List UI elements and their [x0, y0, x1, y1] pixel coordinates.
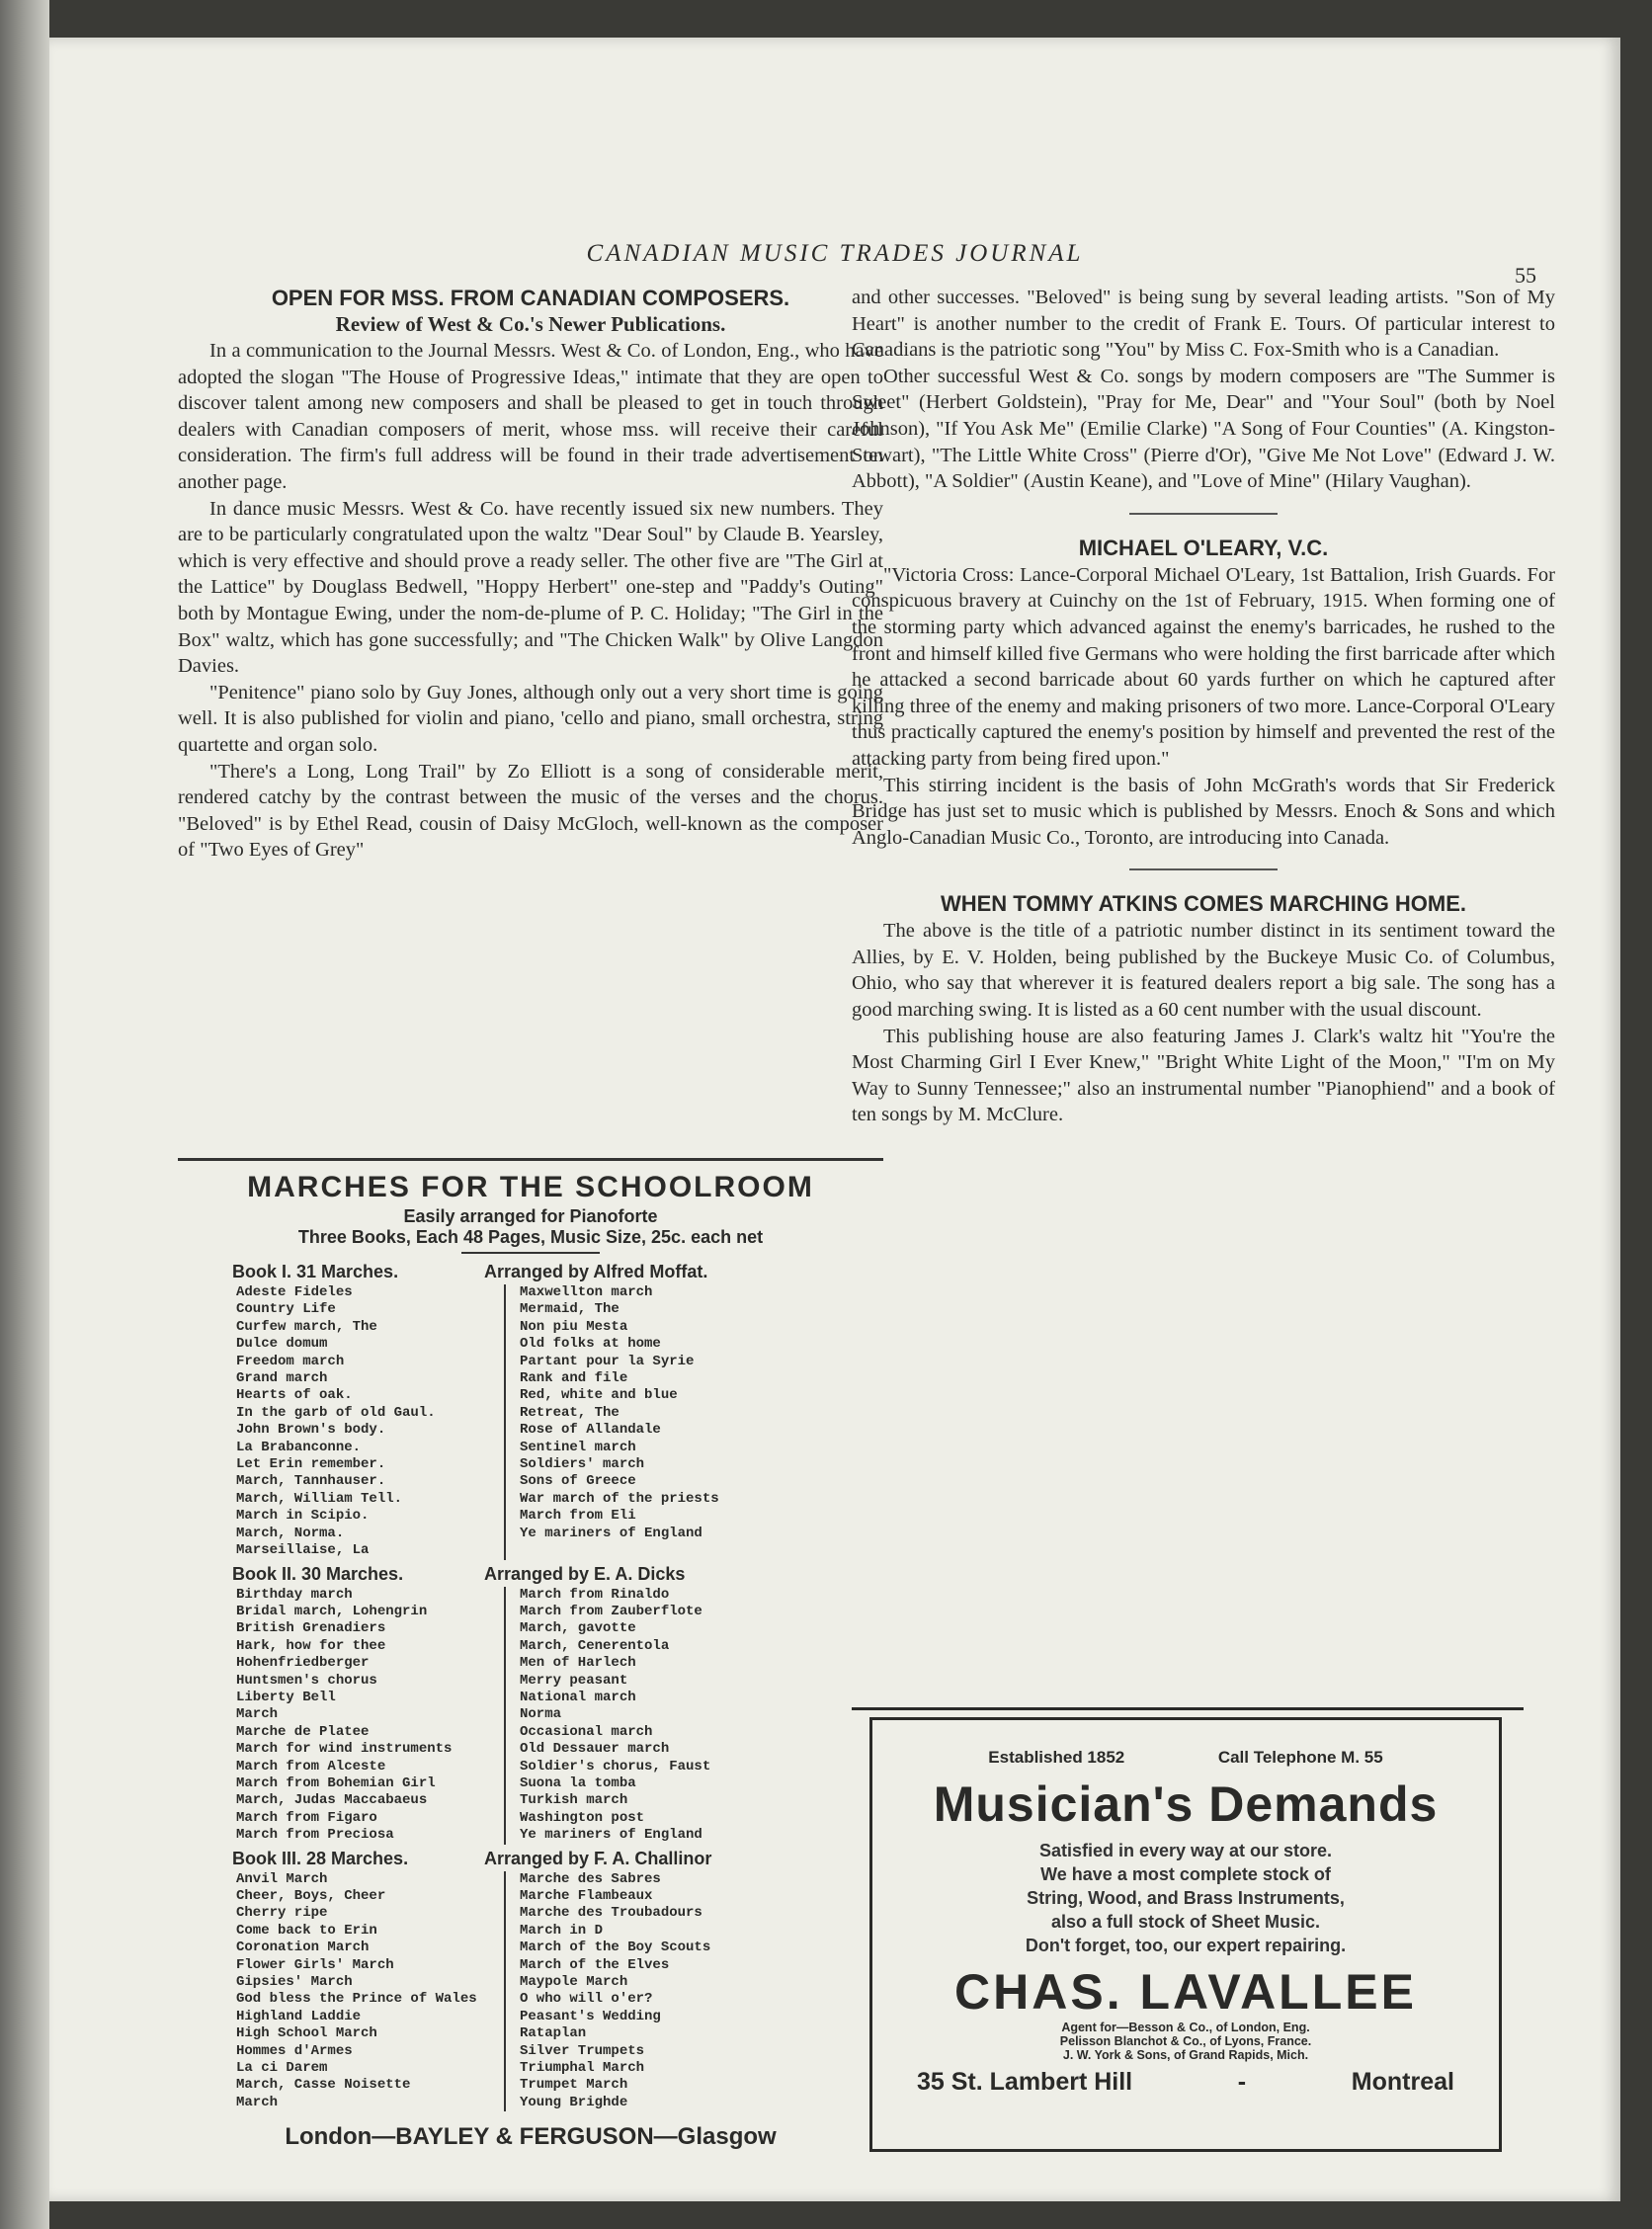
- march-item: Soldier's chorus, Faust: [520, 1758, 711, 1775]
- march-item: Hearts of oak.: [236, 1387, 353, 1404]
- march-item: Maypole March: [520, 1974, 628, 1991]
- march-item: Partant pour la Syrie: [520, 1353, 695, 1369]
- march-item: Country Life: [236, 1301, 336, 1318]
- book-label: Book III. 28 Marches.: [232, 1848, 409, 1868]
- march-item: War march of the priests: [520, 1490, 719, 1507]
- established-text: Established 1852: [988, 1748, 1125, 1767]
- march-item: Huntsmen's chorus: [236, 1672, 377, 1689]
- march-item: John Brown's body.: [236, 1422, 386, 1439]
- ad-title: Musician's Demands: [933, 1776, 1439, 1832]
- book-list: [178, 1587, 883, 1845]
- march-item: March for wind instruments: [236, 1741, 453, 1758]
- march-item: Marche des Troubadours: [520, 1905, 702, 1922]
- march-item: Men of Harlech: [520, 1655, 636, 1672]
- march-item: Merry peasant: [520, 1672, 628, 1689]
- book-list: [178, 1871, 883, 2112]
- march-item: Sentinel march: [520, 1439, 636, 1455]
- march-item: March from Preciosa: [236, 1827, 394, 1844]
- march-item: British Grenadiers: [236, 1620, 386, 1637]
- page: [49, 38, 1620, 2201]
- march-item: Old folks at home: [520, 1336, 661, 1353]
- march-list: [504, 1871, 710, 2112]
- march-item: March from Figaro: [236, 1809, 377, 1826]
- march-item: March, gavotte: [520, 1620, 636, 1637]
- march-item: Retreat, The: [520, 1404, 620, 1421]
- ad-line: also a full stock of Sheet Music.: [1050, 1912, 1321, 1932]
- march-item: March, Cenerentola: [520, 1637, 670, 1654]
- march-item: March in Scipio.: [236, 1508, 370, 1525]
- march-item: Rose of Allandale: [520, 1422, 661, 1439]
- march-item: Hark, how for thee: [236, 1637, 386, 1654]
- march-item: March: [236, 2094, 279, 2110]
- march-item: Birthday march: [236, 1586, 353, 1603]
- march-item: Grand march: [236, 1370, 328, 1387]
- publisher-line: London—BAYLEY & FERGUSON—Glasgow: [285, 2123, 777, 2151]
- march-item: Marche des Sabres: [520, 1870, 661, 1887]
- march-item: March, William Tell.: [236, 1490, 403, 1507]
- march-item: Peasant's Wedding: [520, 2008, 661, 2024]
- march-item: Liberty Bell: [236, 1689, 336, 1705]
- book-list: [178, 1284, 883, 1560]
- march-item: Mermaid, The: [520, 1301, 620, 1318]
- marches-subtitle: Easily arranged for Pianoforte: [403, 1206, 658, 1226]
- march-item: Trumpet March: [520, 2077, 628, 2094]
- city: Montreal: [1351, 2068, 1454, 2096]
- march-item: Cherry ripe: [236, 1905, 328, 1922]
- march-item: Ye mariners of England: [520, 1827, 702, 1844]
- telephone-text: Call Telephone M. 55: [1217, 1748, 1383, 1767]
- article3-paragraph: The above is the title of a patriotic number distinct in its sentiment toward the Allies, by E. V. Holden, being published by the Buckeye Music Co. of Columbus, Ohio, who say that wherever it is featured dealers report a big sale. The song has a good marching swing. It is listed as a 60 cent number with the usual discount.: [852, 920, 1555, 1022]
- ad-line: Don't forget, too, our expert repairing.: [1025, 1936, 1347, 1955]
- address-dash: -: [1237, 2068, 1247, 2096]
- march-item: Washington post: [520, 1809, 645, 1826]
- book-arranger: Arranged by E. A. Dicks: [484, 1563, 686, 1584]
- march-list: [504, 1587, 710, 1845]
- march-item: Suona la tomba: [520, 1775, 636, 1791]
- march-item: March from Bohemian Girl: [236, 1775, 436, 1791]
- article1-paragraph: "There's a Long, Long Trail" by Zo Elliott is a song of considerable merit, rendered catchy by the contrast between the music of the verses and the chorus. "Beloved" is by Ethel Read, cousin of Daisy McGloch, well-known as the composer of "Two Eyes of Grey": [178, 760, 883, 862]
- march-item: Red, white and blue: [520, 1387, 678, 1404]
- march-item: March from Zauberflote: [520, 1603, 702, 1619]
- book-arranger: Arranged by F. A. Challinor: [484, 1848, 712, 1868]
- march-item: Norma: [520, 1706, 562, 1723]
- street-address: 35 St. Lambert Hill: [917, 2068, 1133, 2096]
- article2-paragraph: This stirring incident is the basis of John McGrath's words that Sir Frederick Bridge has just set to music which is published by Messrs. Enoch & Sons and which Anglo-Canadian Music Co., Toronto, are introducing into Canada.: [852, 774, 1555, 849]
- march-list: [504, 1284, 719, 1560]
- march-item: March: [236, 1706, 279, 1723]
- march-item: Anvil March: [236, 1870, 328, 1887]
- march-item: Turkish march: [520, 1792, 628, 1809]
- march-item: In the garb of old Gaul.: [236, 1404, 436, 1421]
- march-item: March, Tannhauser.: [236, 1473, 386, 1490]
- march-item: Rataplan: [520, 2025, 587, 2042]
- march-item: Soldiers' march: [520, 1456, 645, 1473]
- march-item: Curfew march, The: [236, 1318, 377, 1335]
- article1-continuation: and other successes. "Beloved" is being sung by several leading artists. "Son of My Heart" is another number to the credit of Frank E. Tours. Of particular interest to Canadians is the patriotic song "You" by Miss C. Fox-Smith who is a Canadian.: [852, 287, 1555, 362]
- march-list: [178, 1871, 504, 2112]
- book-spine: [0, 0, 49, 2229]
- march-item: Rank and file: [520, 1370, 628, 1387]
- ad-agents: [872, 2021, 1499, 2062]
- march-item: Adeste Fideles: [236, 1284, 353, 1300]
- article1-paragraph: "Penitence" piano solo by Guy Jones, although only out a very short time is going well. It is also published for violin and piano, 'cello and piano, small orchestra, string quartette and organ solo.: [178, 681, 883, 756]
- page-number: 55: [1515, 263, 1536, 288]
- book-label: Book II. 30 Marches.: [232, 1563, 404, 1584]
- march-item: La Brabanconne.: [236, 1439, 362, 1455]
- march-item: Come back to Erin: [236, 1922, 377, 1939]
- march-item: Gipsies' March: [236, 1974, 353, 1991]
- article1-continuation: Other successful West & Co. songs by modern composers are "The Summer is Sweet" (Herbert Goldstein), "Pray for Me, Dear" and "Your Soul" (both by Noel Johnson), "If You Ask Me" (Emilie Clarke) "A Song of Four Counties" (A. Kingston-Stewart), "The Little White Cross" (Pierre d'Or), "Give Me Not Love" (Edward J. W. Abbott), "A Soldier" (Austin Keane), and "Love of Mine" (Hilary Vaughan).: [852, 365, 1555, 493]
- divider: [1129, 868, 1278, 870]
- article2-title: MICHAEL O'LEARY, V.C.: [1078, 535, 1329, 560]
- march-item: God bless the Prince of Wales: [236, 1991, 477, 2008]
- divider: [461, 1252, 600, 1254]
- article1-subtitle: Review of West & Co.'s Newer Publications.: [335, 312, 726, 336]
- article3-paragraph: This publishing house are also featuring James J. Clark's waltz hit "You're the Most Charming Girl I Ever Knew," "Bright White Light of the Moon," "I'm on My Way to Sunny Tennessee;" also an instrumental number "Pianophiend" and a book of ten songs by M. McClure.: [852, 1025, 1555, 1126]
- ad-address-row: [872, 2062, 1499, 2097]
- march-item: Bridal march, Lohengrin: [236, 1603, 428, 1619]
- march-item: Old Dessauer march: [520, 1741, 670, 1758]
- ad-company-name: CHAS. LAVALLEE: [954, 1964, 1417, 2020]
- march-item: Flower Girls' March: [236, 1956, 394, 1973]
- march-item: Sons of Greece: [520, 1473, 636, 1490]
- marches-advertisement: [178, 1150, 883, 2151]
- march-item: March in D: [520, 1922, 604, 1939]
- book-label: Book I. 31 Marches.: [232, 1262, 399, 1281]
- march-item: Dulce domum: [236, 1336, 328, 1353]
- march-list: [178, 1587, 504, 1845]
- march-item: Non piu Mesta: [520, 1318, 628, 1335]
- ad-line: String, Wood, and Brass Instruments,: [1027, 1888, 1345, 1908]
- march-item: Hommes d'Armes: [236, 2042, 353, 2059]
- march-item: Ye mariners of England: [520, 1525, 702, 1541]
- agent-line: J. W. York & Sons, of Grand Rapids, Mich.: [1062, 2048, 1309, 2062]
- march-item: Cheer, Boys, Cheer: [236, 1888, 386, 1904]
- right-column: [852, 285, 1555, 1128]
- march-item: March, Judas Maccabaeus: [236, 1792, 428, 1809]
- article1-title: OPEN FOR MSS. FROM CANADIAN COMPOSERS.: [271, 286, 790, 310]
- ad-header-row: [872, 1748, 1499, 1768]
- ad-line: Satisfied in every way at our store.: [1038, 1841, 1333, 1860]
- march-item: Freedom march: [236, 1353, 345, 1369]
- left-column: [178, 285, 883, 864]
- march-item: Highland Laddie: [236, 2008, 362, 2024]
- ad-line: We have a most complete stock of: [1040, 1864, 1331, 1884]
- march-list: [178, 1284, 504, 1560]
- march-item: Marche de Platee: [236, 1723, 370, 1740]
- march-item: March, Casse Noisette: [236, 2077, 411, 2094]
- book-heading: [178, 1564, 883, 1585]
- divider: [1129, 513, 1278, 515]
- book-heading: [178, 1849, 883, 1869]
- march-item: March of the Elves: [520, 1956, 670, 1973]
- marches-title: MARCHES FOR THE SCHOOLROOM: [247, 1171, 814, 1203]
- march-item: Marseillaise, La: [236, 1542, 370, 1559]
- article1-paragraph: In a communication to the Journal Messrs. West & Co. of London, Eng., who have adopted the slogan "The House of Progressive Ideas," intimate that they are open to discover talent among new composers and shall be pleased to get in touch through dealers with Canadian composers of merit, whose mss. will receive their careful consideration. The firm's full address will be found in their trade advertisement on another page.: [178, 340, 883, 493]
- march-item: O who will o'er?: [520, 1991, 653, 2008]
- march-item: March, Norma.: [236, 1525, 345, 1541]
- march-item: Occasional march: [520, 1723, 653, 1740]
- march-item: March of the Boy Scouts: [520, 1940, 711, 1956]
- march-item: La ci Darem: [236, 2060, 328, 2077]
- march-item: Coronation March: [236, 1940, 370, 1956]
- article2-paragraph: "Victoria Cross: Lance-Corporal Michael O'Leary, 1st Battalion, Irish Guards. For conspicuous bravery at Cuinchy on the 1st of February, 1915. When forming one of the storming party which advanced against the enemy's barricades, he rushed to the front and himself killed five Germans who were holding the first barricade after which he attacked a second barricade about 60 yards further on which he captured after killing three of the enemy and making prisoners of two more. Lance-Corporal O'Leary thus practically captured the enemy's position by himself and prevented the rest of the attacking party from being fired upon.": [852, 563, 1555, 770]
- march-item: March from Rinaldo: [520, 1586, 670, 1603]
- march-item: Triumphal March: [520, 2060, 645, 2077]
- march-item: High School March: [236, 2025, 377, 2042]
- agent-line: Agent for—Besson & Co., of London, Eng.: [1061, 2021, 1310, 2034]
- book-arranger: Arranged by Alfred Moffat.: [484, 1262, 708, 1281]
- march-item: March from Alceste: [236, 1758, 386, 1775]
- musicians-demands-advertisement: [869, 1717, 1502, 2152]
- march-item: Silver Trumpets: [520, 2042, 645, 2059]
- march-item: Let Erin remember.: [236, 1456, 386, 1473]
- marches-subtitle: Three Books, Each 48 Pages, Music Size, 25c. each net: [297, 1227, 764, 1247]
- agent-line: Pelisson Blanchot & Co., of Lyons, France.: [1059, 2034, 1312, 2048]
- divider: [852, 1707, 1524, 1710]
- book-heading: [178, 1262, 883, 1282]
- march-item: Young Brighde: [520, 2094, 628, 2110]
- ad-description: [872, 1839, 1499, 1957]
- divider: [178, 1158, 883, 1161]
- march-item: Hohenfriedberger: [236, 1655, 370, 1672]
- march-item: Maxwellton march: [520, 1284, 653, 1300]
- march-item: National march: [520, 1689, 636, 1705]
- march-item: March from Eli: [520, 1508, 636, 1525]
- article3-title: WHEN TOMMY ATKINS COMES MARCHING HOME.: [940, 891, 1467, 917]
- article1-paragraph: In dance music Messrs. West & Co. have recently issued six new numbers. They are to be particularly congratulated upon the waltz "Dear Soul" by Claude B. Yearsley, which is very effective and should prove a ready seller. The other five are "The Girl at the Lattice" by Douglass Bedwell, "Hoppy Herbert" one-step and "Paddy's Outing" both by Montague Ewing, under the nom-de-plume of P. C. Holiday; "The Girl in the Box" waltz, which has gone successfully; and "The Chicken Walk" by Olive Langdon Davies.: [178, 497, 883, 678]
- march-item: Marche Flambeaux: [520, 1888, 653, 1904]
- running-head: CANADIAN MUSIC TRADES JOURNAL: [586, 240, 1084, 267]
